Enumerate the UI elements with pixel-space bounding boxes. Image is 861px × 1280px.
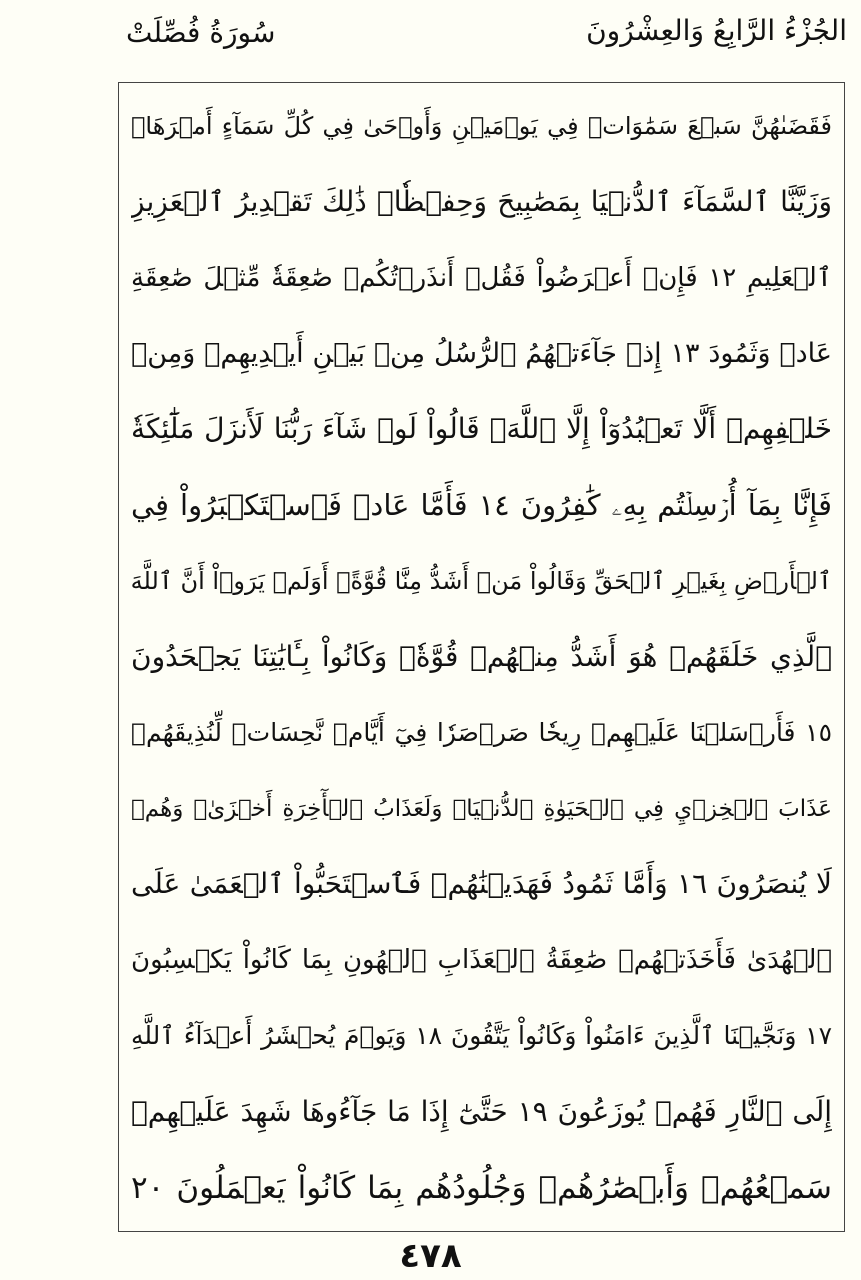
juz-title: الجُزْءُ الرَّابِعُ وَالعِشْرُونَ xyxy=(586,14,847,47)
verse-line: سَمۡعُهُمۡ وَأَبۡصَٰرُهُمۡ وَجُلُودُهُم بِمَا كَانُواْ يَعۡمَلُونَ ٢٠ xyxy=(131,1169,832,1206)
page-number: ٤٧٨ xyxy=(399,1236,462,1276)
verse-line: عَادٖ وَثَمُودَ ١٣ إِذۡ جَآءَتۡهُمُ ٱلرُّسُلُ مِنۢ بَيۡنِ أَيۡدِيهِمۡ وَمِنۡ xyxy=(131,337,832,369)
verse-line: ٱلَّذِي خَلَقَهُمۡ هُوَ أَشَدُّ مِنۡهُمۡ قُوَّةٗۖ وَكَانُواْ بِـَٔايَٰتِنَا يَجۡحَدُونَ xyxy=(131,639,832,673)
verse-line: عَذَابَ ٱلۡخِزۡيِ فِي ٱلۡحَيَوٰةِ ٱلدُّنۡيَاۖ وَلَعَذَابُ ٱلۡأٓخِرَةِ أَخۡزَىٰۖ وَهُمۡ xyxy=(131,795,832,822)
verse-line: ١٧ وَنَجَّيۡنَا ٱلَّذِينَ ءَامَنُواْ وَكَانُواْ يَتَّقُونَ ١٨ وَيَوۡمَ يُحۡشَرُ أَعۡدَآءُ ٱللَّهِ xyxy=(131,1021,832,1051)
page-header xyxy=(0,0,861,72)
verse-line: ٱلۡأَرۡضِ بِغَيۡرِ ٱلۡحَقِّ وَقَالُواْ مَنۡ أَشَدُّ مِنَّا قُوَّةًۖ أَوَلَمۡ يَرَوۡاْ أَنَّ ٱللَّهَ xyxy=(131,567,832,596)
verse-line: ٱلۡعَلِيمِ ١٢ فَإِنۡ أَعۡرَضُواْ فَقُلۡ أَنذَرۡتُكُمۡ صَٰعِقَةٗ مِّثۡلَ صَٰعِقَةِ xyxy=(131,262,832,293)
verse-line: إِلَى ٱلنَّارِ فَهُمۡ يُوزَعُونَ ١٩ حَتَّىٰٓ إِذَا مَا جَآءُوهَا شَهِدَ عَلَيۡهِمۡ xyxy=(131,1094,832,1128)
verse-line: وَزَيَّنَّا ٱلسَّمَآءَ ٱلدُّنۡيَا بِمَصَٰبِيحَ وَحِفۡظٗاۚ ذَٰلِكَ تَقۡدِيرُ ٱلۡعَزِيزِ xyxy=(131,184,832,218)
surah-title: سُورَةُ فُصِّلَتْ xyxy=(126,16,276,49)
text-frame xyxy=(118,82,845,1232)
verse-line: ١٥ فَأَرۡسَلۡنَا عَلَيۡهِمۡ رِيحٗا صَرۡصَرٗا فِيٓ أَيَّامٖ نَّحِسَاتٖ لِّنُذِيقَهُمۡ xyxy=(131,717,832,747)
verse-line: ٱلۡهُدَىٰ فَأَخَذَتۡهُمۡ صَٰعِقَةُ ٱلۡعَذَابِ ٱلۡهُونِ بِمَا كَانُواْ يَكۡسِبُونَ xyxy=(131,945,832,976)
verse-line: لَا يُنصَرُونَ ١٦ وَأَمَّا ثَمُودُ فَهَدَيۡنَٰهُمۡ فَٱسۡتَحَبُّواْ ٱلۡعَمَىٰ عَلَى xyxy=(131,867,832,901)
verse-line: فَإِنَّا بِمَآ أُرۡسِلۡتُم بِهِۦ كَٰفِرُونَ ١٤ فَأَمَّا عَادٞ فَٱسۡتَكۡبَرُواْ فِي xyxy=(131,488,832,523)
verse-line: فَقَضَىٰهُنَّ سَبۡعَ سَمَٰوَاتٖ فِي يَوۡمَيۡنِ وَأَوۡحَىٰ فِي كُلِّ سَمَآءٍ أَمۡرَهَاۚ xyxy=(131,112,832,140)
verse-lines xyxy=(131,91,832,1223)
verse-line: خَلۡفِهِمۡ أَلَّا تَعۡبُدُوٓاْ إِلَّا ٱللَّهَۖ قَالُواْ لَوۡ شَآءَ رَبُّنَا لَأَنزَلَ مَلَٰٓئِكَةٗ xyxy=(131,412,832,446)
